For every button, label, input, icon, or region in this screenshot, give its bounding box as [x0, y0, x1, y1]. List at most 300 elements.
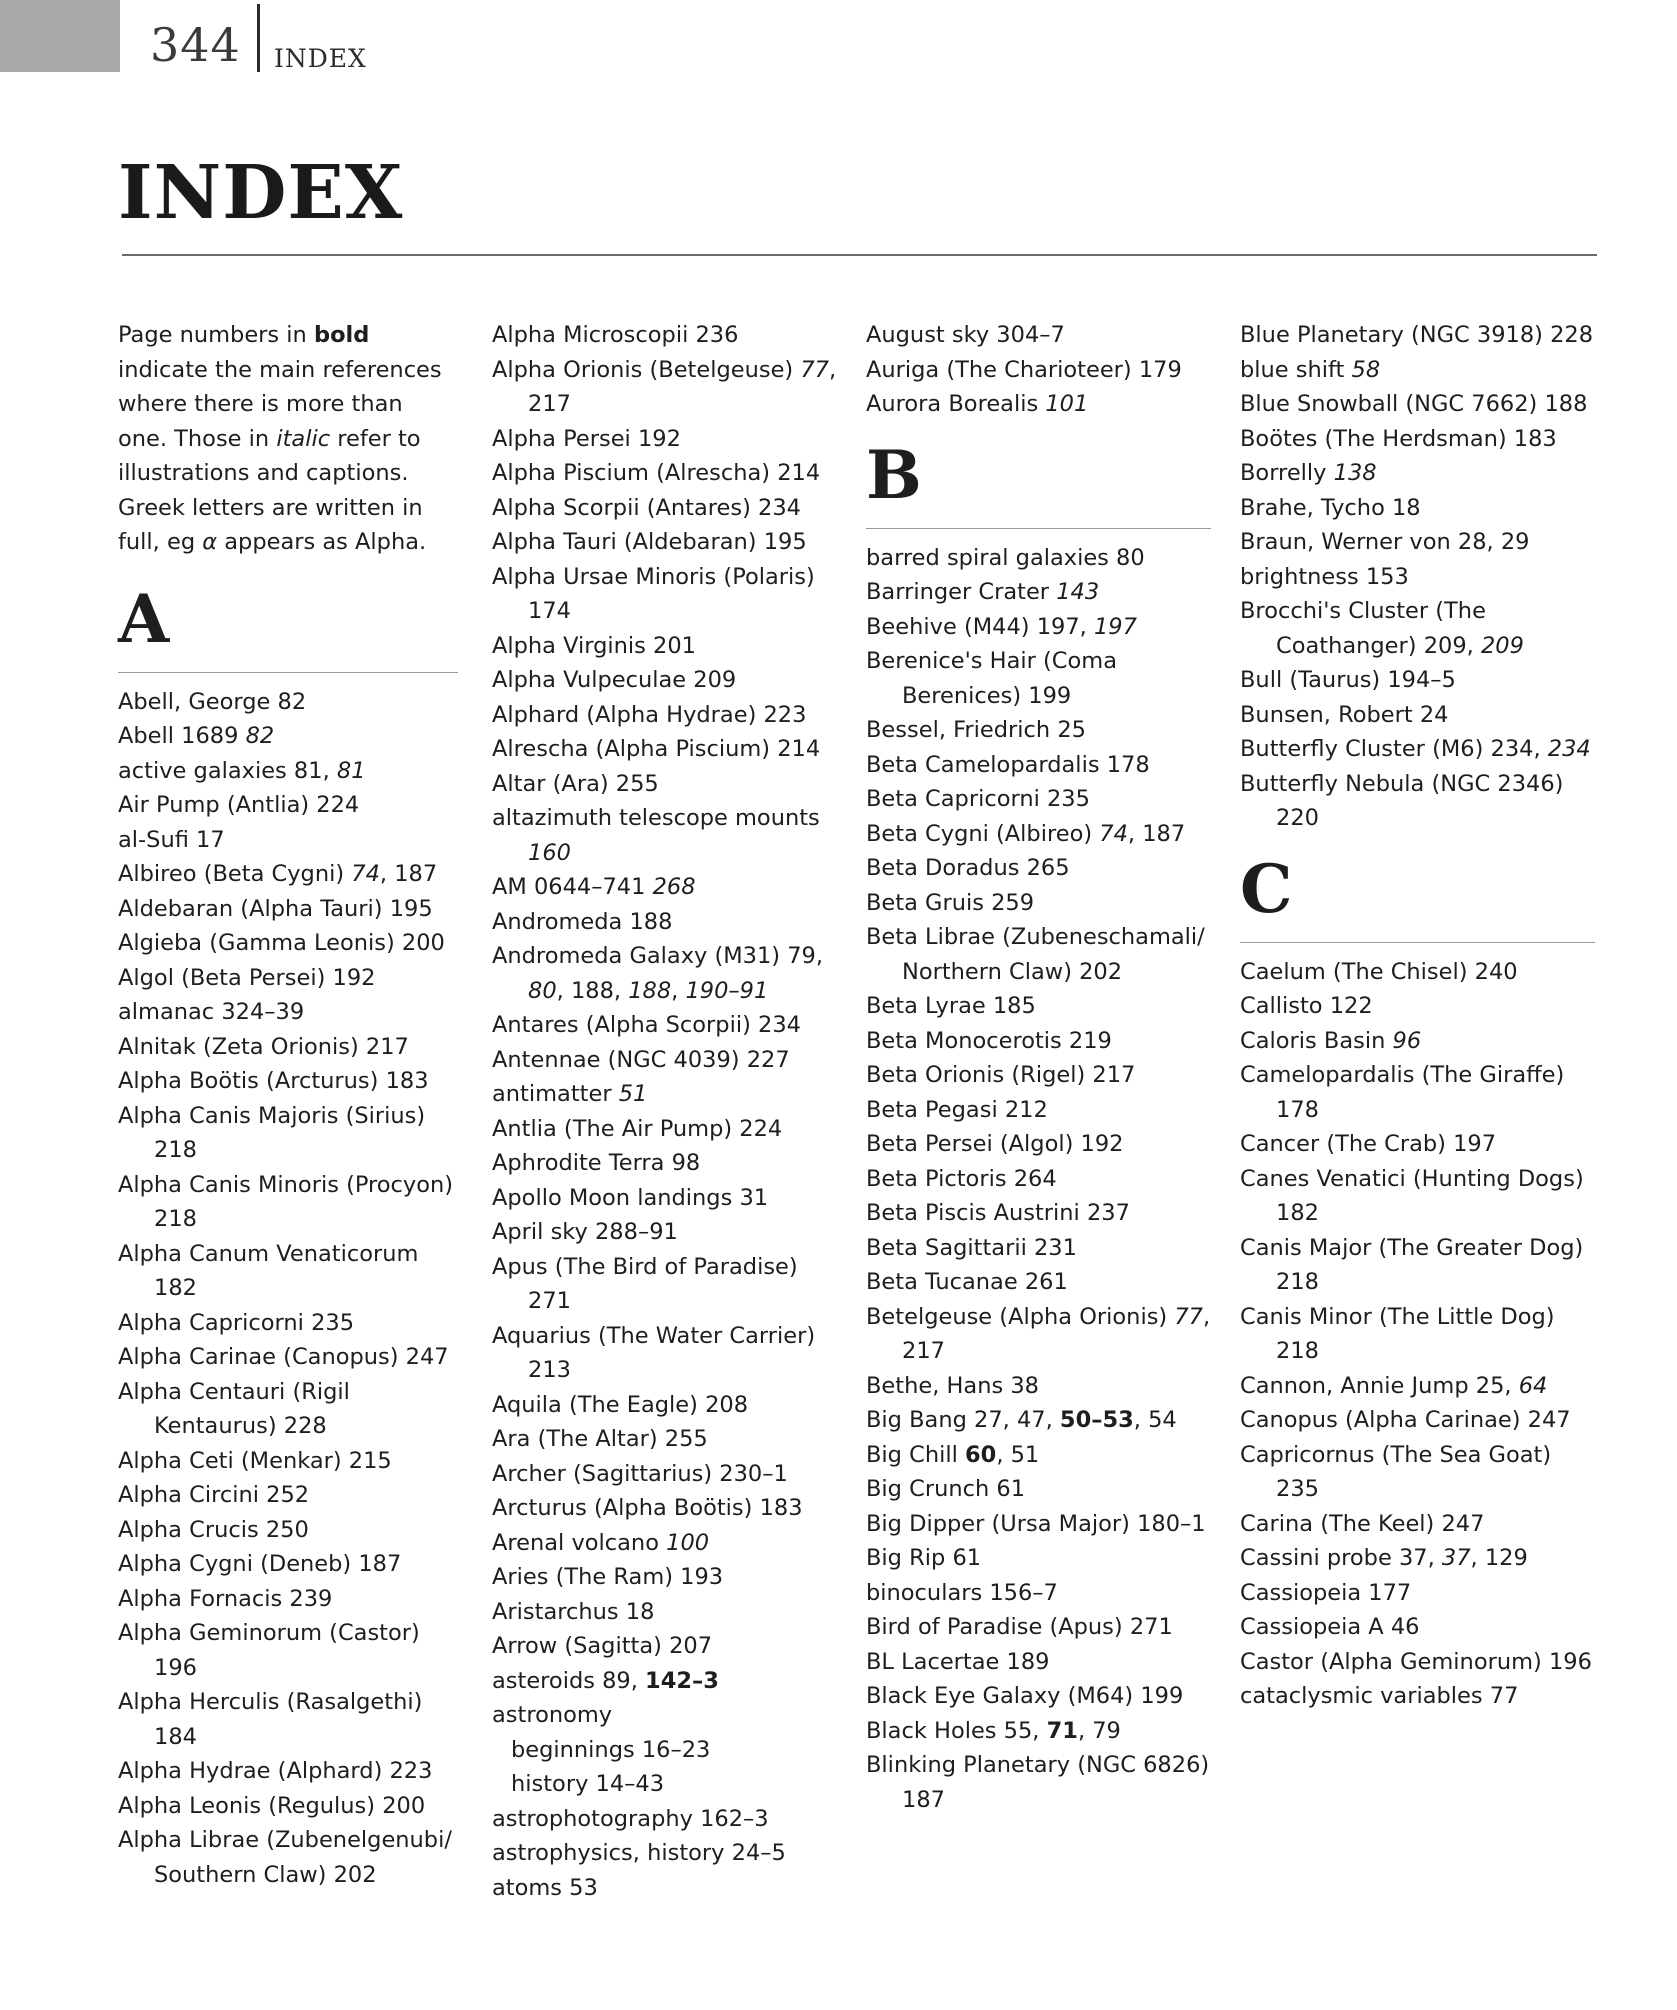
index-entry [492, 1457, 837, 1492]
entry-text: Carina (The Keel) 247 [1240, 1510, 1485, 1537]
index-entry [492, 1526, 837, 1561]
index-entry [118, 1582, 458, 1617]
entry-text: Cassiopeia A 46 [1240, 1614, 1420, 1640]
index-entry [492, 1112, 837, 1147]
entry-text: Beta Orionis (Rigel) 217 [866, 1062, 1136, 1088]
italic-page-ref: 64 [1518, 1372, 1548, 1399]
bold-page-ref: 142–3 [645, 1667, 719, 1694]
entry-text: , 187 [379, 861, 438, 887]
entry-text: Ara (The Altar) 255 [492, 1426, 708, 1452]
italic-page-ref: 81 [336, 757, 366, 784]
index-entry [1240, 663, 1595, 698]
index-entry [866, 541, 1211, 576]
entry-text: Alpha Scorpii (Antares) 234 [492, 494, 801, 521]
entry-text: Bird of Paradise (Apus) 271 [866, 1614, 1173, 1640]
index-entry [1240, 732, 1595, 767]
index-entry [492, 1629, 837, 1664]
index-column-3 [866, 318, 1211, 1817]
index-entry [118, 1823, 458, 1892]
entry-text: Brahe, Tycho 18 [1240, 494, 1421, 521]
entry-text: Alpha Ursae Minoris (Polaris) 174 [492, 563, 815, 624]
index-entry [1240, 1403, 1595, 1438]
index-column-2 [492, 318, 837, 1905]
index-entry [866, 851, 1211, 886]
italic-page-ref: 80 [528, 977, 557, 1004]
entry-text: Cannon, Annie Jump 25, [1240, 1372, 1519, 1399]
index-entry [492, 698, 837, 733]
index-entry [1240, 698, 1595, 733]
index-entry [866, 1541, 1211, 1576]
entry-text: cataclysmic variables 77 [1240, 1683, 1519, 1709]
entry-text: Beehive (M44) 197, [866, 613, 1094, 640]
index-subentry [492, 1733, 837, 1768]
entry-text: asteroids 89, [492, 1667, 646, 1694]
bold-page-ref: 71 [1046, 1717, 1078, 1744]
entry-text: altazimuth telescope mounts [492, 805, 820, 831]
entry-text: Alrescha (Alpha Piscium) 214 [492, 736, 821, 762]
entry-text: Beta Persei (Algol) 192 [866, 1131, 1124, 1157]
entry-text: , 217 [528, 356, 837, 417]
index-entry [118, 1168, 458, 1237]
index-entry [866, 610, 1211, 645]
entry-text: brightness 153 [1240, 563, 1409, 590]
index-entry [866, 1438, 1211, 1473]
index-entry [866, 920, 1211, 989]
entry-text: Beta Camelopardalis 178 [866, 751, 1150, 778]
index-entry [492, 1560, 837, 1595]
index-entry [118, 1513, 458, 1548]
index-entry [118, 926, 458, 961]
entry-text: Black Holes 55, [866, 1717, 1047, 1744]
entry-text: Big Dipper (Ursa Major) 180–1 [866, 1510, 1206, 1537]
index-entry [866, 1507, 1211, 1542]
italic-page-ref: 188 [628, 977, 672, 1004]
entry-text: Beta Piscis Austrini 237 [866, 1200, 1130, 1226]
index-entry [118, 719, 458, 754]
running-head: INDEX [274, 44, 367, 73]
entry-text: history 14–43 [511, 1771, 665, 1797]
index-entry [118, 1030, 458, 1065]
index-entry [866, 1231, 1211, 1266]
index-entry [1240, 491, 1595, 526]
entry-text: Castor (Alpha Geminorum) 196 [1240, 1648, 1592, 1675]
entry-text: Alpha Persei 192 [492, 425, 681, 452]
index-entry [492, 629, 837, 664]
index-entry [866, 1403, 1211, 1438]
entry-text: Butterfly Cluster (M6) 234, [1240, 736, 1548, 762]
index-entry [118, 1306, 458, 1341]
entry-text: Andromeda Galaxy (M31) 79, [492, 943, 824, 969]
entry-text: astrophysics, history 24–5 [492, 1840, 786, 1866]
index-entry [492, 422, 837, 457]
index-entry [118, 1754, 458, 1789]
index-column-1 [118, 318, 458, 1892]
entry-text: April sky 288–91 [492, 1219, 678, 1245]
entry-text: Cassiopeia 177 [1240, 1579, 1412, 1606]
entry-text: Blue Snowball (NGC 7662) 188 [1240, 391, 1588, 417]
entry-text: Alpha Geminorum (Castor) 196 [118, 1620, 420, 1681]
index-entry [1240, 1162, 1595, 1231]
index-entry [492, 491, 837, 526]
entry-text: Alpha Piscium (Alrescha) 214 [492, 460, 821, 486]
italic-page-ref: 77 [800, 356, 829, 383]
entry-text: beginnings 16–23 [511, 1736, 711, 1763]
italic-page-ref: 51 [618, 1081, 648, 1107]
entry-text: Alpha Circini 252 [118, 1482, 310, 1508]
italic-page-ref: 190–91 [685, 977, 769, 1004]
index-entry [492, 1871, 837, 1906]
entry-text: Big Chill [866, 1441, 965, 1468]
entry-text: Alpha Tauri (Aldebaran) 195 [492, 529, 807, 555]
entry-text: Canis Major (The Greater Dog) 218 [1240, 1234, 1584, 1295]
entry-text: Altar (Ara) 255 [492, 770, 659, 797]
index-entry [866, 1127, 1211, 1162]
entry-text: Alpha Orionis (Betelgeuse) [492, 356, 801, 383]
index-entry [118, 1444, 458, 1479]
entry-text: Alpha Crucis 250 [118, 1516, 309, 1543]
italic-page-ref: 58 [1351, 356, 1381, 383]
entry-text: Camelopardalis (The Giraffe) 178 [1240, 1062, 1565, 1123]
italic-page-ref: 82 [245, 723, 275, 749]
index-entry [118, 857, 458, 892]
index-entry [866, 1610, 1211, 1645]
entry-text: Alpha Herculis (Rasalgethi) 184 [118, 1689, 423, 1750]
entry-text: antimatter [492, 1081, 619, 1107]
entry-text: Algol (Beta Persei) 192 [118, 964, 376, 991]
entry-text: Beta Librae (Zubeneschamali/ Northern Claw) 202 [866, 924, 1205, 985]
index-entry [118, 995, 458, 1030]
entry-text: Canes Venatici (Hunting Dogs) 182 [1240, 1165, 1584, 1226]
page-title: INDEX [118, 150, 404, 236]
entry-text: BL Lacertae 189 [866, 1648, 1050, 1675]
index-entry [1240, 1300, 1595, 1369]
entry-text: Berenice's Hair (Coma Berenices) 199 [866, 648, 1117, 709]
index-entry [1240, 767, 1595, 836]
entry-text: Auriga (The Charioteer) 179 [866, 356, 1182, 383]
entry-text: Aquarius (The Water Carrier) 213 [492, 1322, 816, 1383]
entry-text: August sky 304–7 [866, 322, 1065, 348]
italic-page-ref: 234 [1547, 736, 1591, 762]
entry-text: Beta Doradus 265 [866, 855, 1070, 881]
entry-text: Arenal volcano [492, 1529, 667, 1556]
header-divider [257, 4, 260, 72]
index-entry [118, 1616, 458, 1685]
index-entry [118, 1064, 458, 1099]
entry-text: Alpha Microscopii 236 [492, 322, 739, 348]
entry-text: Bull (Taurus) 194–5 [1240, 667, 1456, 693]
index-entry [866, 1748, 1211, 1817]
index-entry [118, 754, 458, 789]
entry-text: Antares (Alpha Scorpii) 234 [492, 1012, 801, 1038]
entry-text: Bunsen, Robert 24 [1240, 701, 1449, 728]
entry-text: Apollo Moon landings 31 [492, 1184, 769, 1211]
index-entry [866, 575, 1211, 610]
entry-text: atoms 53 [492, 1874, 598, 1901]
entry-text: Beta Gruis 259 [866, 889, 1035, 916]
index-entry [118, 1237, 458, 1306]
entry-text: Page numbers in [118, 322, 314, 348]
index-subentry [492, 1767, 837, 1802]
entry-text: Beta Lyrae 185 [866, 993, 1036, 1019]
italic-page-ref: italic [276, 425, 331, 452]
entry-text: Arcturus (Alpha Boötis) 183 [492, 1495, 803, 1521]
entry-text: Beta Capricorni 235 [866, 786, 1090, 812]
index-entry [1240, 1369, 1595, 1404]
entry-text: Algieba (Gamma Leonis) 200 [118, 930, 445, 956]
entry-text: Abell, George 82 [118, 688, 307, 715]
entry-text: astronomy [492, 1702, 613, 1728]
index-entry [118, 1478, 458, 1513]
index-entry [492, 870, 837, 905]
entry-text: Apus (The Bird of Paradise) 271 [492, 1253, 798, 1314]
entry-text: binoculars 156–7 [866, 1579, 1058, 1606]
entry-text: Cassini probe 37, [1240, 1545, 1442, 1571]
italic-page-ref: 138 [1333, 460, 1377, 486]
index-entry [866, 782, 1211, 817]
index-entry [866, 817, 1211, 852]
index-entry [118, 1099, 458, 1168]
entry-text: Borrelly [1240, 460, 1334, 486]
index-entry [118, 961, 458, 996]
index-entry [492, 1836, 837, 1871]
entry-text: Big Bang 27, 47, [866, 1407, 1060, 1433]
index-entry [1240, 1679, 1595, 1714]
entry-text: Canopus (Alpha Carinae) 247 [1240, 1407, 1571, 1433]
entry-text: , 51 [996, 1441, 1040, 1468]
entry-text: Alpha Centauri (Rigil Kentaurus) 228 [118, 1378, 350, 1439]
index-entry [866, 353, 1211, 388]
index-entry [492, 1146, 837, 1181]
entry-text: , [671, 977, 686, 1004]
index-entry [492, 1319, 837, 1388]
index-entry [1240, 1231, 1595, 1300]
entry-text: Capricornus (The Sea Goat) 235 [1240, 1441, 1552, 1502]
entry-text: Alpha Hydrae (Alphard) 223 [118, 1758, 433, 1784]
index-entry [866, 1058, 1211, 1093]
entry-text: Bessel, Friedrich 25 [866, 717, 1086, 743]
entry-text: AM 0644–741 [492, 874, 653, 900]
index-entry [1240, 560, 1595, 595]
entry-text: Alpha Capricorni 235 [118, 1309, 355, 1336]
entry-text: Callisto 122 [1240, 993, 1373, 1019]
index-entry [1240, 1610, 1595, 1645]
index-entry [492, 939, 837, 1008]
entry-text: Big Rip 61 [866, 1545, 982, 1571]
entry-text: Beta Pictoris 264 [866, 1165, 1057, 1192]
entry-text: , 79 [1077, 1717, 1121, 1744]
entry-text: , 54 [1133, 1407, 1177, 1433]
entry-text: Caloris Basin [1240, 1027, 1393, 1054]
index-entry [866, 748, 1211, 783]
intro-note [118, 318, 458, 560]
bold-page-ref: bold [313, 322, 370, 348]
index-entry [866, 1576, 1211, 1611]
entry-text: blue shift [1240, 356, 1352, 383]
index-entry [1240, 1576, 1595, 1611]
entry-text: Alpha Cygni (Deneb) 187 [118, 1551, 402, 1577]
index-entry [492, 525, 837, 560]
entry-text: appears as Alpha. [217, 529, 427, 555]
entry-text: Beta Tucanae 261 [866, 1269, 1068, 1295]
index-entry [118, 1547, 458, 1582]
index-entry [866, 387, 1211, 422]
entry-text: Beta Sagittarii 231 [866, 1234, 1077, 1261]
section-letter-a: A [118, 580, 458, 673]
index-entry [1240, 1127, 1595, 1162]
index-entry [1240, 1507, 1595, 1542]
italic-page-ref: 101 [1045, 391, 1089, 417]
entry-text: , 188, [556, 977, 629, 1004]
index-entry [866, 989, 1211, 1024]
entry-text: Alpha Librae (Zubenelgenubi/ Southern Claw) 202 [118, 1827, 452, 1888]
index-entry [492, 456, 837, 491]
index-entry [866, 886, 1211, 921]
entry-text: Antlia (The Air Pump) 224 [492, 1115, 783, 1142]
index-entry [492, 1181, 837, 1216]
entry-text: astrophotography 162–3 [492, 1805, 769, 1832]
entry-text: al-Sufi 17 [118, 826, 225, 853]
section-letter-b: B [866, 436, 1211, 529]
entry-text: Alpha Canum Venaticorum 182 [118, 1240, 419, 1301]
entry-text: , 217 [902, 1303, 1211, 1364]
entry-text: Alpha Leonis (Regulus) 200 [118, 1792, 426, 1819]
entry-text: Abell 1689 [118, 723, 246, 749]
index-entry [866, 1093, 1211, 1128]
entry-text: Aldebaran (Alpha Tauri) 195 [118, 895, 433, 922]
index-entry [1240, 422, 1595, 457]
entry-text: Betelgeuse (Alpha Orionis) [866, 1303, 1175, 1330]
index-entry [1240, 1645, 1595, 1680]
index-entry [1240, 525, 1595, 560]
entry-text: Beta Monocerotis 219 [866, 1027, 1112, 1054]
index-entry [492, 1422, 837, 1457]
entry-text: almanac 324–39 [118, 999, 305, 1025]
entry-text: Andromeda 188 [492, 908, 673, 935]
entry-text: Albireo (Beta Cygni) [118, 861, 352, 887]
italic-page-ref: 74 [1099, 820, 1128, 847]
index-entry [866, 1024, 1211, 1059]
index-entry [492, 663, 837, 698]
index-entry [866, 713, 1211, 748]
index-entry [492, 1698, 837, 1733]
entry-text: Barringer Crater [866, 579, 1057, 605]
entry-text: Caelum (The Chisel) 240 [1240, 958, 1518, 985]
italic-page-ref: 100 [666, 1529, 710, 1556]
index-entry [118, 1340, 458, 1375]
index-entry [118, 1685, 458, 1754]
entry-text: Aristarchus 18 [492, 1598, 655, 1625]
index-entry [866, 318, 1211, 353]
entry-text: Alpha Ceti (Menkar) 215 [118, 1447, 392, 1474]
index-entry [1240, 456, 1595, 491]
entry-text: Aphrodite Terra 98 [492, 1150, 701, 1176]
entry-text: Alpha Vulpeculae 209 [492, 667, 737, 693]
index-entry [1240, 1058, 1595, 1127]
entry-text: Aurora Borealis [866, 391, 1046, 417]
entry-text: Arrow (Sagitta) 207 [492, 1633, 713, 1659]
italic-page-ref: 96 [1392, 1027, 1422, 1054]
index-entry [492, 1008, 837, 1043]
entry-text: Air Pump (Antlia) 224 [118, 792, 360, 818]
entry-text: Alpha Canis Minoris (Procyon) 218 [118, 1171, 454, 1232]
entry-text: Butterfly Nebula (NGC 2346) 220 [1240, 770, 1564, 831]
italic-page-ref: α [202, 529, 218, 555]
index-entry [118, 685, 458, 720]
entry-text: , 129 [1470, 1545, 1528, 1571]
index-entry [118, 1789, 458, 1824]
index-entry [1240, 594, 1595, 663]
index-entry [492, 1043, 837, 1078]
index-entry [1240, 1541, 1595, 1576]
index-entry [1240, 318, 1595, 353]
index-entry [118, 892, 458, 927]
index-entry [118, 1375, 458, 1444]
entry-text: Brocchi's Cluster (The Coathanger) 209, [1240, 598, 1486, 659]
entry-text: Cancer (The Crab) 197 [1240, 1131, 1497, 1157]
index-entry [866, 1265, 1211, 1300]
index-entry [866, 1162, 1211, 1197]
entry-text: indicate the main references where there is more than one. Those in [118, 356, 442, 452]
entry-text: Archer (Sagittarius) 230–1 [492, 1460, 788, 1487]
italic-page-ref: 77 [1174, 1303, 1203, 1330]
index-entry [492, 1077, 837, 1112]
index-entry [1240, 1024, 1595, 1059]
entry-text: Aquila (The Eagle) 208 [492, 1391, 749, 1418]
entry-text: Big Crunch 61 [866, 1476, 1026, 1502]
bold-page-ref: 50–53 [1059, 1407, 1134, 1433]
index-entry [492, 1664, 837, 1699]
index-entry [866, 1714, 1211, 1749]
entry-text: active galaxies 81, [118, 757, 337, 784]
entry-text: refer to illustrations and captions. Greek letters are written in full, eg [118, 425, 423, 555]
entry-text: Beta Cygni (Albireo) [866, 820, 1100, 847]
italic-page-ref: 160 [528, 839, 571, 866]
index-entry [866, 644, 1211, 713]
index-entry [492, 732, 837, 767]
index-entry [492, 767, 837, 802]
index-entry [866, 1679, 1211, 1714]
entry-text: Beta Pegasi 212 [866, 1096, 1048, 1123]
index-entry [866, 1369, 1211, 1404]
index-entry [866, 1196, 1211, 1231]
italic-page-ref: 143 [1056, 579, 1100, 605]
entry-text: Blinking Planetary (NGC 6826) 187 [866, 1752, 1210, 1813]
entry-text: barred spiral galaxies 80 [866, 544, 1145, 571]
index-entry [1240, 353, 1595, 388]
index-entry [866, 1472, 1211, 1507]
entry-text: , 187 [1127, 820, 1186, 847]
entry-text: Alpha Fornacis 239 [118, 1585, 333, 1612]
index-entry [492, 353, 837, 422]
index-entry [492, 318, 837, 353]
entry-text: Black Eye Galaxy (M64) 199 [866, 1683, 1184, 1709]
entry-text: Alnitak (Zeta Orionis) 217 [118, 1033, 409, 1060]
entry-text: Bethe, Hans 38 [866, 1372, 1039, 1399]
entry-text: Braun, Werner von 28, 29 [1240, 529, 1530, 555]
index-entry [492, 1595, 837, 1630]
index-entry [118, 788, 458, 823]
page-tab-block [0, 0, 120, 72]
italic-page-ref: 268 [652, 874, 696, 900]
index-entry [492, 1215, 837, 1250]
entry-text: Alpha Carinae (Canopus) 247 [118, 1344, 449, 1370]
entry-text: Antennae (NGC 4039) 227 [492, 1046, 790, 1073]
italic-page-ref: 37 [1441, 1545, 1471, 1571]
index-entry [1240, 989, 1595, 1024]
entry-text: Canis Minor (The Little Dog) 218 [1240, 1303, 1555, 1364]
index-entry [866, 1645, 1211, 1680]
index-entry [492, 1802, 837, 1837]
